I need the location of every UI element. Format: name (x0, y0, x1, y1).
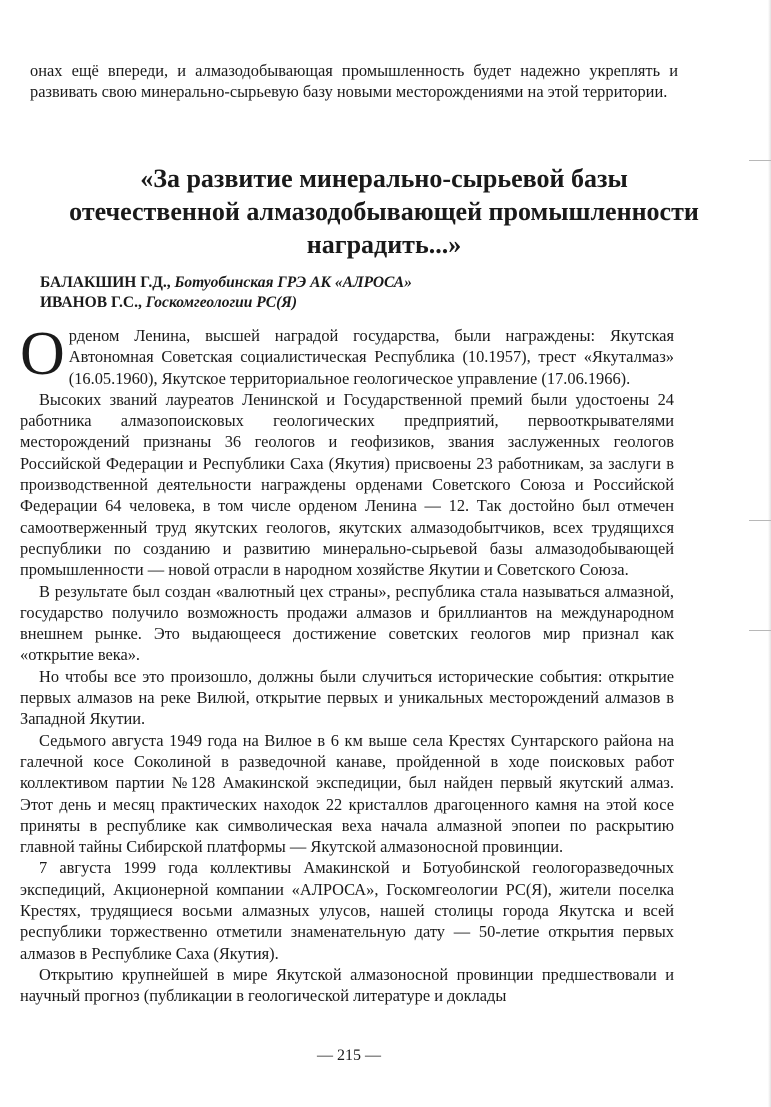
body-paragraph: 7 августа 1999 года коллективы Амакинской и Ботуобинской геологоразведочных экспедиций, Акционерной компании «АЛРОСА», Госкомгеологии РС(Я), жители поселка Крестях, трудящиеся восьми алмазных улусов, нашей столицы города Якутска и всей республики торжественно отметили знаменательную дату — 50-летие открытия первых алмазов в Республике Саха (Якутия). (20, 858, 674, 963)
article-body (20, 320, 674, 1007)
page-number: — 215 — (317, 1047, 381, 1064)
author-affiliation: Ботуобинская ГРЭ АК «АЛРОСА» (174, 274, 412, 291)
scan-edge-mark (749, 520, 771, 521)
author-list (40, 273, 680, 313)
body-paragraph (20, 320, 674, 389)
first-paragraph-text: рденом Ленина, высшей наградой государства, были награждены: Якутская Автономная Советская социалистическая Республика (10.1957), трест «Якуталмаз» (16.05.1960), Якутское территориальное геологическое управление (17.06.1966). (68, 326, 674, 388)
author-affiliation: Госкомгеологии РС(Я) (145, 294, 298, 311)
body-paragraph: Но чтобы все это произошло, должны были случиться исторические события: открытие первых алмазов на реке Вилюй, открытие первых и уникальных месторождений алмазов в Западной Якутии. (20, 666, 674, 729)
title-line-3: наградить...» (306, 230, 462, 259)
author-name: ИВАНОВ Г.С., (40, 294, 142, 311)
author-line (40, 293, 680, 313)
article-title (20, 162, 748, 261)
author-line (40, 273, 680, 293)
lead-paragraph: онах ещё впереди, и алмазодобывающая промышленность будет надежно укреплять и развивать свою минерально-сырьевую базу новыми месторождениями на этой территории. (30, 61, 678, 101)
title-line-1: «За развитие минерально-сырьевой базы (140, 164, 628, 193)
body-paragraph: Высоких званий лауреатов Ленинской и Государственной премий были удостоены 24 работника алмазопоисковых геологических предприятий, первооткрывателями месторождений признаны 36 геологов и геофизиков, звания заслуженных геологов Российской Федерации и Республики Саха (Якутия) присвоены 23 работникам, за заслуги в производственной деятельности награждены орденами Советского Союза и Российской Федерации 64 человека, в том числе орденом Ленина — 12. Так достойно был отмечен самоотверженный труд якутских геологов, якутских алмазодобытчиков, всех трудящихся республики по созданию и развитию минерально-сырьевой базы алмазодобывающей промышленности — новой отрасли в народном хозяйстве Якутии и Советского Союза. (20, 389, 674, 580)
scan-edge-mark (749, 630, 771, 631)
title-line-2: отечественной алмазодобывающей промышленности (69, 197, 699, 226)
drop-cap: О (20, 320, 65, 388)
body-paragraph: В результате был создан «валютный цех страны», республика стала называться алмазной, государство получило возможность продажи алмазов и бриллиантов на международном внешнем рынке. Это выдающееся достижение советских геологов мир признал как «открытие века». (20, 581, 674, 665)
scan-edge-mark (749, 160, 771, 161)
body-paragraph: Открытию крупнейшей в мире Якутской алмазоносной провинции предшествовали и научный прогноз (публикации в геологической литературе и доклады (20, 964, 674, 1006)
author-name: БАЛАКШИН Г.Д., (40, 274, 171, 291)
body-paragraph: Седьмого августа 1949 года на Вилюе в 6 км выше села Крестях Сунтарского района на галечной косе Соколиной в разведочной канаве, пройденной в ходе поисковых работ коллективом партии №128 Амакинской экспедиции, был найден первый якутский алмаз. Этот день и месяц практических находок 22 кристаллов драгоценного камня на этой косе приняты в республике как символическая веха начала алмазной эпопеи по раскрытию главной тайны Сибирской платформы — Якутской алмазоносной провинции. (20, 730, 674, 857)
